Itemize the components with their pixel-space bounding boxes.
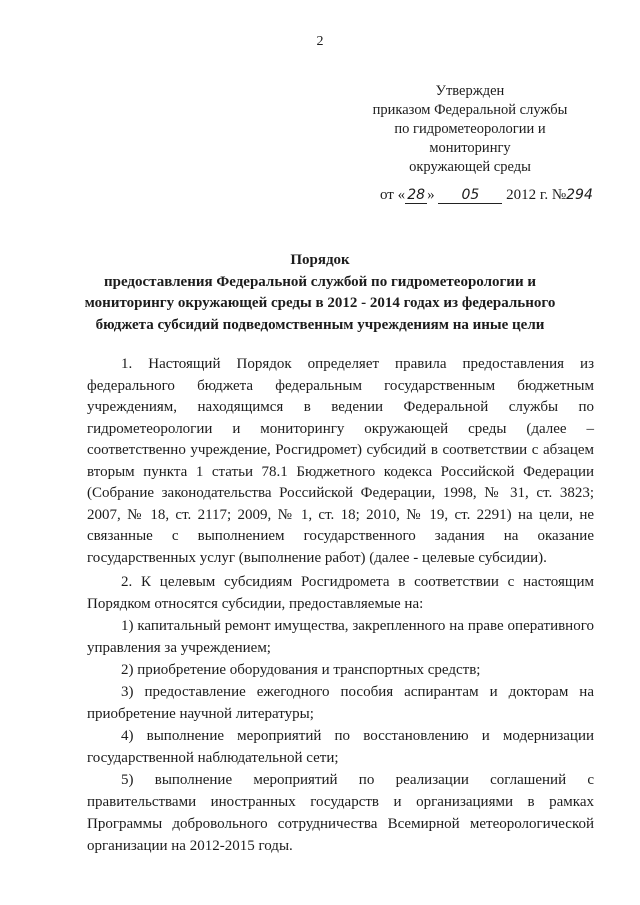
section-1 [87,354,594,569]
list-item: 5) выполнение мероприятий по реализации соглашений с правительствами иностранных государств и организациями в рамках Программы добровольного сотрудничества Всемирной метеорологической организации на 2012-2015 годы. [87,772,594,854]
order-number: 294 [566,187,593,203]
order-year-text: 2012 г. № [506,187,567,203]
paragraph-1: 1. Настоящий Порядок определяет правила предоставления из федерального бюджета федеральным государственным бюджетным учреждениям, находящимся в ведении Федеральной службы по гидрометеорологии и мониторингу окружающей среды (далее – соответственно учреждение, Росгидромет) субсидий в соответствии с абзацем вторым пункта 1 статьи 78.1 Бюджетного кодекса Российской Федерации (Собрание законодательства Российской Федерации, 1998, № 31, ст. 3823; 2007, № 18, ст. 2117; 2009, № 1, ст. 18; 2010, № 19, ст. 2291) на цели, не связанные с выполнением государственного задания на оказание государственных услуг (выполнение работ) (далее - целевые субсидии). [87,356,594,566]
list-item: 2) приобретение оборудования и транспортных средств; [121,662,481,678]
title-line: мониторингу окружающей среды в 2012 - 2014 годах из федерального [84,295,556,311]
title-line: Порядок [290,252,350,268]
list-item: 3) предоставление ежегодного пособия аспирантам и докторам на приобретение научной литературы; [87,684,594,722]
list-item: 1) капитальный ремонт имущества, закрепленного на праве оперативного управления за учреждением; [87,618,594,656]
approval-line: Утвержден [435,83,505,99]
approval-line: по гидрометеорологии и [394,121,546,137]
list-item: 4) выполнение мероприятий по восстановлению и модернизации государственной наблюдательной сети; [87,728,594,766]
document-title [60,250,580,336]
order-day: 28 [405,188,427,204]
title-line: предоставления Федеральной службой по гидрометеорологии и [103,273,536,290]
approval-stamp [355,82,585,177]
section-2 [87,572,594,857]
approval-line: мониторингу [429,140,511,156]
order-month: 05 [438,188,502,204]
order-date-line [380,187,593,204]
date-day-close: » [427,187,435,203]
approval-line: окружающей среды [409,159,531,175]
approval-line: приказом Федеральной службы [372,102,568,118]
title-line: бюджета субсидий подведомственным учреждениям на иные цели [95,316,545,333]
paragraph-2-intro: 2. К целевым субсидиям Росгидромета в соответствии с настоящим Порядком относятся субсидии, предоставляемые на: [87,574,594,612]
date-prefix: от « [380,187,406,203]
page-number: 2 [316,34,324,49]
